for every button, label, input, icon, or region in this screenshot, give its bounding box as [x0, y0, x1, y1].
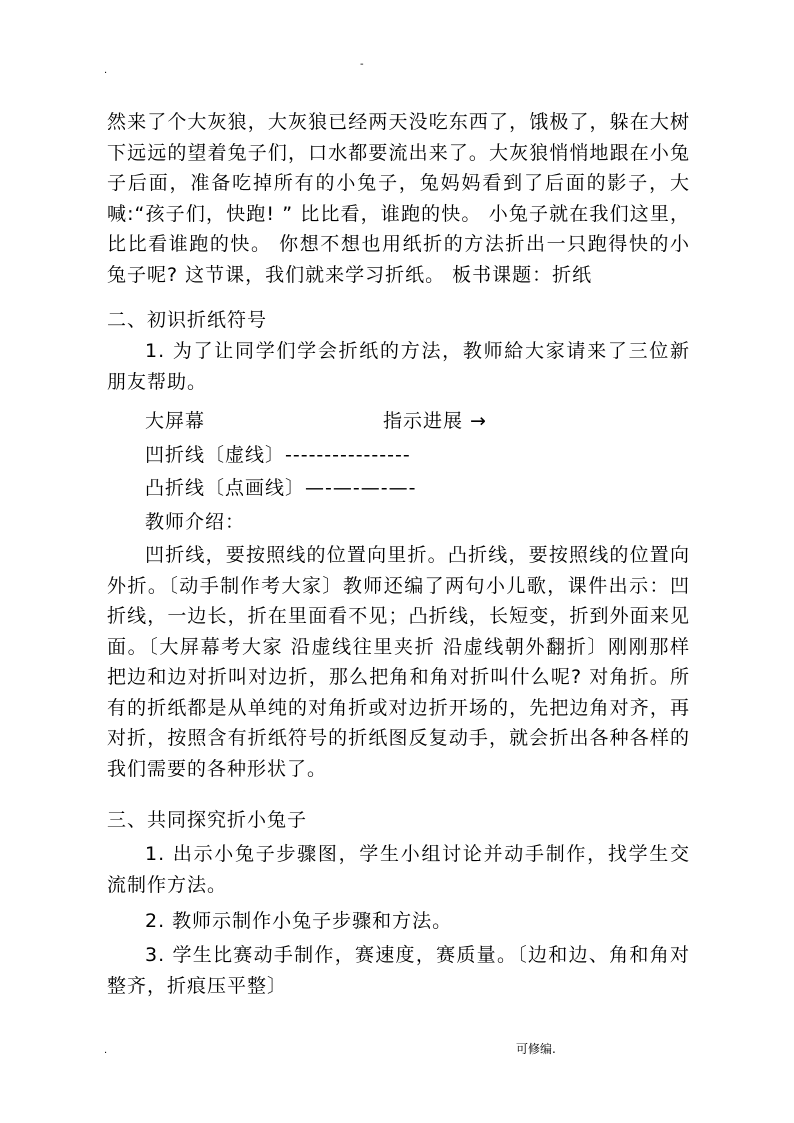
mountain-fold-line: 凸折线〔点画线〕—-—-—-—- — [145, 477, 417, 499]
section-heading-3: 三、共同探究折小兔子 — [107, 809, 308, 831]
footer-mark-left: . — [104, 1045, 108, 1056]
paragraph-story: 然来了个大灰狼，大灰狼已经两天没吃东西了，饿极了，躲在大树下远远的望着兔子们，口水都要流出来了。大灰狼悄悄地跟在小兔子后面，准备吃掉所有的小兔子，兔妈妈看到了后面的影子，大喊:“孩子们，快跑! ” 比比看，谁跑的快。 小兔子就在我们这里，比比看谁跑的快。 你想不想也用纸折的方法折出一只跑得快的小兔子呢? 这节课，我们就来学习折纸。 板书课题：折纸 — [107, 111, 690, 286]
screen-label: 大屏幕 — [145, 410, 206, 432]
header-mark-center: - — [360, 59, 364, 70]
paragraph-step-1: 1. 出示小兔子步骤图，学生小组讨论并动手制作，找学生交流制作方法。 — [107, 843, 690, 896]
section-heading-2: 二、初识折纸符号 — [107, 309, 268, 331]
paragraph-fold-explanation: 凹折线，要按照线的位置向里折。凸折线，要按照线的位置向外折。〔动手制作考大家〕教师还编了两句小儿歌，课件出示：凹折线，一边长，折在里面看不见；凸折线，长短变，折到外面来见面。〔大屏幕考大家 沿虚线往里夹折 沿虚线朝外翻折〕刚刚那样把边和边对折叫对边折，那么把角和角对折叫什么呢? 对角折。所有的折纸都是从单纯的对角折或对边折开场的，先把边角对齐，再对折，按照含有折纸符号的折纸图反复动手，就会折出各种各样的我们需要的各种形状了。 — [107, 544, 690, 780]
paragraph-intro-helpers: 1. 为了让同学们学会折纸的方法，教师給大家请来了三位新朋友帮助。 — [107, 340, 690, 393]
paragraph-step-2: 2. 教师示制作小兔子步骤和方法。 — [145, 910, 453, 932]
screen-progress: 指示进展 → — [383, 410, 487, 432]
valley-fold-line: 凹折线〔虚线〕---------------- — [145, 444, 411, 466]
footer-editable-note: 可修编. — [516, 1042, 556, 1056]
header-mark-left: . — [104, 65, 108, 76]
paragraph-step-3: 3. 学生比赛动手制作，赛速度，赛质量。〔边和边、角和角对整齐，折痕压平整〕 — [107, 944, 690, 997]
teacher-intro: 教师介绍： — [145, 511, 246, 533]
